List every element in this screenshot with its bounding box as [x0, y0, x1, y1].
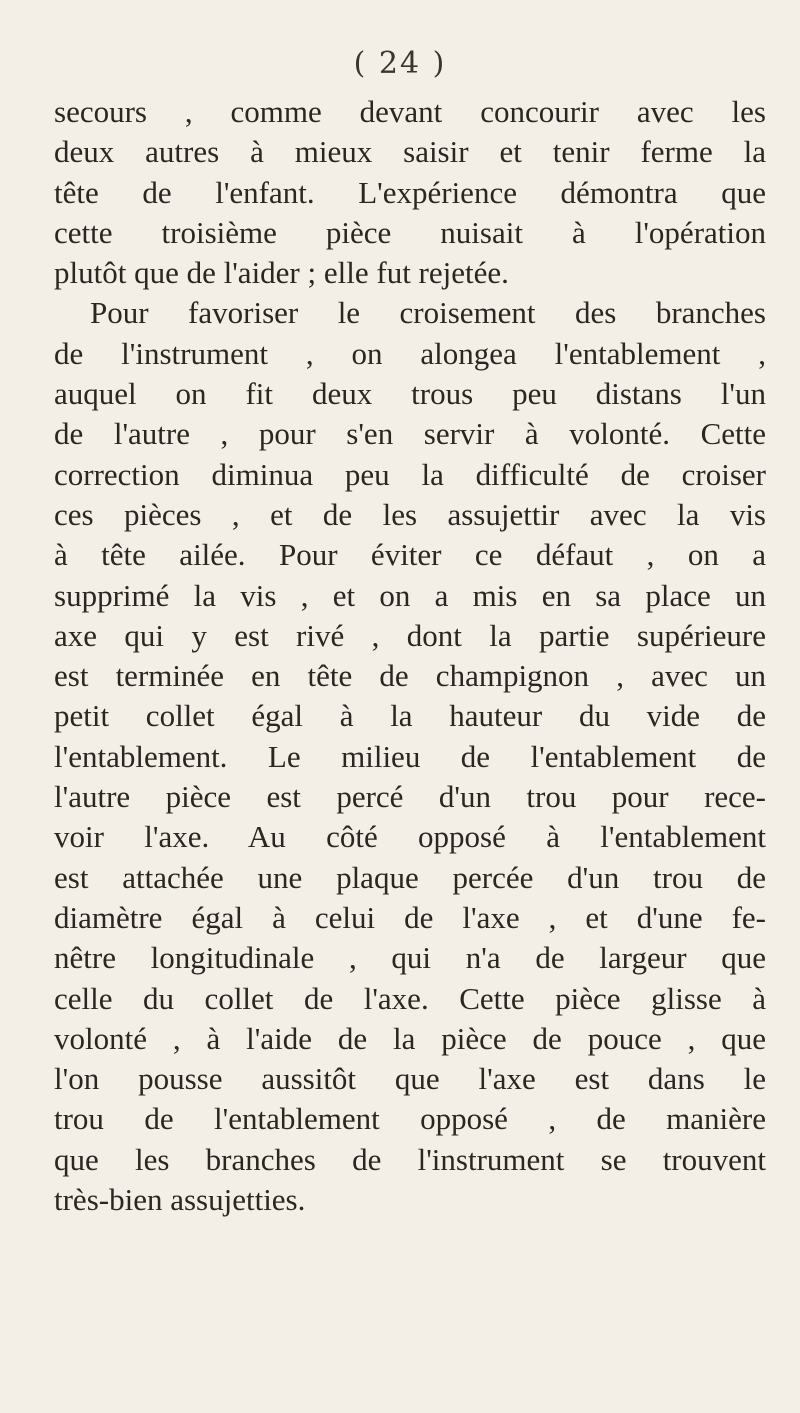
- text-line: de l'autre , pour s'en servir à volonté. Cette: [54, 416, 766, 452]
- text-line: secours , comme devant concourir avec les: [54, 94, 766, 129]
- text-line: axe qui y est rivé , dont la partie supérieure: [54, 617, 766, 653]
- text-line: auquel on fit deux trous peu distans l'un: [54, 376, 766, 412]
- page-number: ( 24 ): [353, 46, 447, 81]
- text-line: tête de l'enfant. L'expérience démontra que: [54, 174, 766, 210]
- text-line: celle du collet de l'axe. Cette pièce glisse à: [54, 980, 766, 1016]
- text-line: nêtre longitudinale , qui n'a de largeur que: [54, 940, 766, 976]
- text-line: ces pièces , et de les assujettir avec la vis: [54, 496, 766, 532]
- text-line: l'entablement. Le milieu de l'entablement de: [54, 738, 766, 774]
- text-line: que les branches de l'instrument se trouvent: [54, 1141, 766, 1177]
- text-line: est terminée en tête de champignon , avec un: [54, 658, 766, 694]
- text-line: correction diminua peu la difficulté de croiser: [54, 456, 766, 492]
- text-line: l'autre pièce est percé d'un trou pour rece-: [54, 779, 766, 815]
- text-line: petit collet égal à la hauteur du vide de: [54, 698, 766, 734]
- text-line: l'on pousse aussitôt que l'axe est dans le: [54, 1061, 766, 1097]
- text-line: supprimé la vis , et on a mis en sa place un: [54, 577, 766, 613]
- text-line: à tête ailée. Pour éviter ce défaut , on a: [54, 537, 766, 573]
- text-line: diamètre égal à celui de l'axe , et d'une fe-: [54, 899, 766, 935]
- text-line: cette troisième pièce nuisait à l'opération: [54, 214, 766, 250]
- text-line: deux autres à mieux saisir et tenir ferme la: [54, 134, 766, 170]
- text-line: est attachée une plaque percée d'un trou de: [54, 859, 766, 895]
- text-line: très-bien assujetties.: [54, 1182, 306, 1218]
- text-line: trou de l'entablement opposé , de manière: [54, 1101, 766, 1137]
- body-text: [54, 92, 766, 1220]
- text-line: voir l'axe. Au côté opposé à l'entablement: [54, 819, 766, 855]
- text-line: Pour favoriser le croisement des branches: [90, 295, 766, 331]
- text-line: plutôt que de l'aider ; elle fut rejetée.: [54, 255, 509, 291]
- text-line: volonté , à l'aide de la pièce de pouce , que: [54, 1020, 766, 1056]
- text-line: de l'instrument , on alongea l'entablement ,: [54, 335, 766, 371]
